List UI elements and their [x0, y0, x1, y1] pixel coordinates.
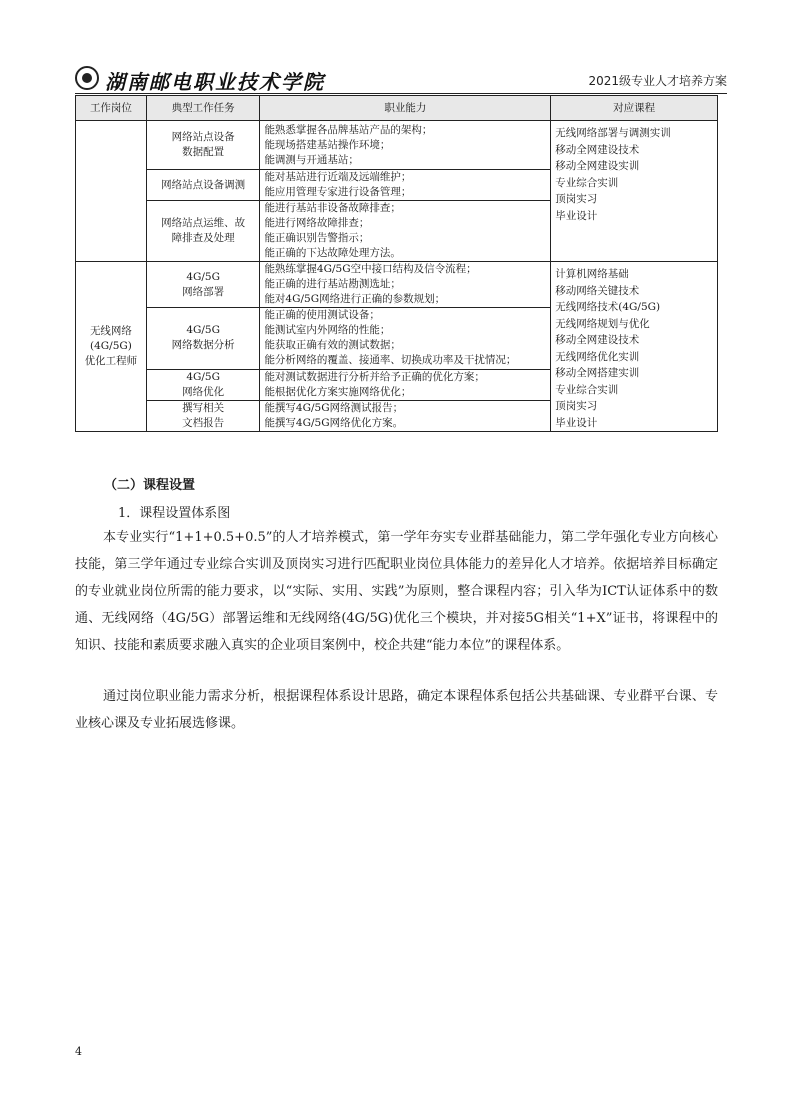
course-item: 无线网络部署与调测实训	[555, 127, 671, 139]
ability-line: 能对4G/5G网络进行正确的参数规划；	[264, 293, 446, 306]
ability-line: 能分析网络的覆盖、接通率、切换成功率及干扰情况；	[264, 354, 517, 367]
ability-line: 能正确的下达故障处理方法。	[264, 247, 401, 259]
task-line: 障排查及处理	[171, 232, 235, 244]
header-job: 工作岗位	[76, 96, 147, 121]
task-cell	[146, 170, 260, 201]
subsection-heading: 1．课程设置体系图	[118, 506, 231, 521]
ability-line: 能对测试数据进行分析并给予正确的优化方案；	[264, 370, 485, 383]
ability-cell	[260, 262, 551, 308]
ability-line: 能对基站进行近端及远端维护；	[264, 171, 412, 183]
document-title: 2021级专业人才培养方案	[588, 74, 727, 88]
course-item: 无线网络规划与优化	[555, 317, 650, 330]
ability-line: 能正确的使用测试设备；	[264, 309, 380, 322]
header-task: 典型工作任务	[146, 96, 260, 121]
course-item: 移动全网搭建实训	[555, 367, 640, 379]
college-logo-text: 湖南邮电职业技术学院	[105, 70, 325, 94]
course-item: 无线网络优化实训	[555, 350, 640, 363]
course-item: 移动全网建设实训	[555, 160, 640, 172]
ability-cell	[260, 369, 551, 400]
header-course: 对应课程	[551, 96, 718, 121]
course-cell-group2	[551, 262, 718, 432]
course-item: 毕业设计	[555, 416, 598, 429]
ability-cell	[260, 121, 551, 170]
task-line: 4G/5G	[186, 270, 220, 283]
ability-cell	[260, 400, 551, 431]
ability-line: 能进行基站非设备故障排查；	[264, 202, 401, 214]
task-line: 4G/5G	[186, 370, 220, 383]
task-line: 网络数据分析	[171, 339, 235, 352]
task-line: 数据配置	[182, 146, 225, 158]
task-cell	[146, 262, 260, 308]
course-item: 专业综合实训	[555, 383, 619, 396]
table-row	[76, 121, 718, 170]
course-item: 移动全网建设技术	[555, 334, 640, 346]
section-heading: （二）课程设置	[104, 478, 196, 493]
course-item: 无线网络技术(4G/5G)	[555, 301, 661, 313]
page-header	[75, 60, 727, 100]
course-item: 移动全网建设技术	[555, 143, 640, 156]
task-line: 撰写相关	[182, 401, 225, 414]
ability-line: 能熟悉掌握各品牌基站产品的架构；	[264, 123, 433, 136]
table-row	[76, 262, 718, 308]
job-line: (4G/5G)	[90, 340, 132, 352]
job-line: 优化工程师	[84, 355, 138, 367]
header-divider	[75, 93, 727, 94]
ability-line: 能正确识别告警指示；	[264, 232, 370, 244]
course-item: 计算机网络基础	[555, 268, 629, 280]
ability-line: 能获取正确有效的测试数据；	[264, 339, 401, 352]
ability-line: 能根据优化方案实施网络优化；	[264, 385, 412, 398]
ability-line: 能调测与开通基站；	[264, 153, 359, 166]
task-line: 文档报告	[182, 416, 225, 429]
ability-line: 能测试室内外网络的性能；	[264, 324, 391, 337]
table-header-row	[76, 96, 718, 121]
task-line: 网络站点设备调测	[161, 178, 246, 191]
ability-line: 能熟练掌握4G/5G空中接口结构及信令流程；	[264, 263, 477, 276]
task-line: 网络优化	[182, 385, 225, 398]
header-ability: 职业能力	[260, 96, 551, 121]
course-item: 顶岗实习	[555, 400, 598, 412]
task-cell	[146, 308, 260, 369]
body-paragraph: 本专业实行“1+1+0.5+0.5”的人才培养模式，第一学年夯实专业群基础能力，第二学年强化专业方向核心技能，第三学年通过专业综合实训及顶岗实习进行匹配职业岗位具体能力的差异化人才培养。依据培养目标确定的专业就业岗位所需的能力要求，以“实际、实用、实践”为原则，整合课程内容；引入华为ICT认证体系中的数通、无线网络（4G/5G）部署运维和无线网络(4G/5G)优化三个模块，并对接5G相关“1+X”证书，将课程中的知识、技能和素质要求融入真实的企业项目案例中，校企共建“能力本位”的课程体系。	[75, 530, 718, 653]
course-item: 顶岗实习	[555, 193, 598, 205]
course-cell-group1	[551, 121, 718, 262]
task-cell	[146, 400, 260, 431]
ability-line: 能撰写4G/5G网络测试报告；	[264, 401, 404, 414]
ability-cell	[260, 308, 551, 369]
ability-cell	[260, 201, 551, 262]
task-cell	[146, 201, 260, 262]
task-line: 网络站点运维、故	[161, 217, 246, 229]
job-cell-group2	[76, 262, 147, 432]
ability-cell	[260, 170, 551, 201]
ability-line: 能进行网络故障排查；	[264, 217, 370, 229]
ability-line: 能应用管理专家进行设备管理；	[264, 186, 412, 198]
page-number: 4	[75, 1045, 82, 1058]
job-ability-course-table	[75, 95, 718, 432]
ability-line: 能正确的进行基站勘测选址；	[264, 278, 401, 291]
course-item: 移动网络关键技术	[555, 284, 640, 297]
job-cell-group1	[76, 121, 147, 262]
task-line: 网络站点设备	[171, 131, 235, 143]
ability-line: 能现场搭建基站操作环境；	[264, 138, 391, 151]
ability-line: 能撰写4G/5G网络优化方案。	[264, 416, 404, 429]
task-cell	[146, 369, 260, 400]
task-cell	[146, 121, 260, 170]
task-line: 网络部署	[182, 285, 225, 298]
college-seal-icon	[75, 66, 99, 90]
course-item: 毕业设计	[555, 209, 598, 222]
job-line: 无线网络	[89, 325, 132, 337]
course-item: 专业综合实训	[555, 176, 619, 189]
task-line: 4G/5G	[186, 324, 220, 337]
body-paragraph: 通过岗位职业能力需求分析，根据课程体系设计思路，确定本课程体系包括公共基础课、专业群平台课、专业核心课及专业拓展选修课。	[75, 689, 718, 731]
